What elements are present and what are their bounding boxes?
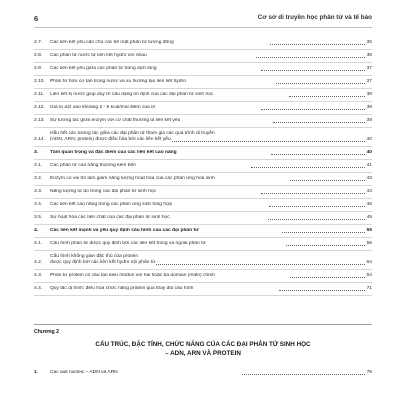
toc-entry-page: 64 [366,260,372,265]
dot-leader [242,374,365,375]
toc-entry-title-block [50,131,366,143]
toc-entry-number: 4.2. [34,260,43,265]
toc-entry-page: 56 [366,241,373,246]
toc-entry-page: 71 [366,286,373,291]
entry-divider [34,250,372,251]
toc-entry-number: 3. [34,150,39,155]
toc-entry-number: 2.7. [34,40,43,45]
toc-entry-page: 46 [366,202,372,207]
header-divider [34,27,372,28]
toc-entry-page: 40 [366,137,372,142]
toc-entry-number: 2.10. [34,79,45,84]
entry-divider [34,114,372,115]
dot-leader [290,180,364,181]
toc-entry[interactable] [34,105,372,111]
toc-entry-number: 4.1. [34,241,43,246]
chapter-title [34,341,372,358]
toc-entry-title: Các phân tử nước tự liên kết hydro với nhau [50,53,147,58]
toc-entry[interactable] [34,53,372,59]
chapter-title-line-1: CẤU TRÚC, ĐẶC TÍNH, CHỨC NĂNG CỦA CÁC ĐẠI PHÂN TỬ SINH HỌC [95,341,311,348]
chapter-title-line-2: – ADN, ARN VÀ PROTEIN [165,349,241,357]
dot-leader [268,219,365,220]
chapter-label: Chương 2 [34,329,60,335]
toc-entry-title: Các liên kết cao năng trong các phản ứng sinh tổng hợp [50,202,173,207]
toc-entry-page: 35 [366,40,372,45]
toc-entry[interactable] [34,273,372,279]
toc-entry-title: Sự tương tác giữa enzym với cơ chất thường là liên kết yếu [50,118,181,123]
toc-entry-number: 2.11. [34,92,45,97]
entry-divider [34,127,372,128]
toc-entry-number: 4.4. [34,286,43,291]
toc-entry-title: Các axit nucleic – ADN và ARN [50,370,118,375]
toc-entry[interactable] [34,370,372,376]
toc-entry-title: Enzym có vai trò làm giảm năng lượng hoạt hóa của các phản ứng hóa sinh [50,176,215,181]
page-header [34,14,372,26]
entry-divider [34,211,372,212]
toc-entry[interactable] [34,254,372,266]
toc-entry-title-block [50,254,366,266]
dot-leader [156,264,364,265]
toc-entry[interactable] [34,92,372,98]
toc-entry-title: Các liên kết yếu giữa các phân tử trong dịch lỏng [50,66,157,71]
toc-entry-number: 3.3. [34,189,43,194]
entry-divider [34,282,372,283]
toc-entry-page: 39 [366,105,373,110]
dot-leader [276,83,365,84]
table-of-contents [34,40,372,299]
entry-divider [34,88,372,89]
dot-leader [271,154,364,155]
toc-entry[interactable] [34,163,372,169]
dot-leader [273,122,365,123]
entry-divider [34,62,372,63]
entry-divider [34,237,372,238]
toc-entry-page: 36 [366,53,373,58]
toc-entry-number: 2.8. [34,53,43,58]
toc-entry-page: 49 [366,215,373,220]
dot-leader [269,206,365,207]
entry-divider [34,198,372,199]
dot-leader [282,232,364,233]
toc-entry-number: 2.9. [34,66,43,71]
dot-leader [172,141,365,142]
toc-entry[interactable] [34,241,372,247]
toc-entry-title: Phân tử hữu cơ tan trong nước và xu hướng tạo liên kết hydro [50,79,186,84]
toc-entry[interactable] [34,228,372,234]
toc-entry-page: 40 [366,150,373,155]
toc-entry-number: 4. [34,228,39,233]
toc-entry-title: Liên kết kị nước giúp duy trì cấu dạng ổn định của các đại phân tử sinh học [50,92,214,97]
chapter-heading [34,324,372,358]
toc-entry[interactable] [34,202,372,208]
toc-entry-page: 64 [366,273,372,278]
dot-leader [261,109,365,110]
toc-entry-page: 43 [366,176,372,181]
toc-entry-page: 41 [366,163,372,168]
running-title: Cơ sở di truyền học phân tử và tế bào [257,14,372,21]
toc-entry-title: Các liên kết mạnh và yếu quy định cấu hình của các đại phân tử [50,228,199,233]
entry-divider [34,146,372,147]
toc-entry[interactable] [34,79,372,85]
toc-entry-title: Phân tử protein có cấu tạo kiểu môđun với hai hoặc ba domain (miền) chính [50,273,215,278]
toc-entry-number: 1. [34,370,39,375]
chapter-first-entry [34,370,372,376]
toc-entry[interactable] [34,215,372,221]
toc-entry-page: 38 [366,92,373,97]
toc-entry-number: 2.12. [34,105,45,110]
toc-entry-page: 76 [366,370,373,375]
toc-entry[interactable] [34,131,372,143]
toc-entry-title: Các liên kết yếu cần cho các bề mặt phân tử tương đồng [50,40,174,45]
dot-leader [290,277,364,278]
chapter-divider [34,324,372,325]
toc-entry[interactable] [34,286,372,292]
toc-entry[interactable] [34,176,372,182]
toc-entry-title: Tầm quan trọng và đặc điểm của các liên kết cao năng [50,150,177,155]
toc-entry-title: Cấu hình phân tử được quy định bởi các liên kết trong và ngoài phân tử [50,241,206,246]
toc-entry-number: 2.13. [34,118,45,123]
dot-leader [261,193,365,194]
toc-entry-number: 3.1. [34,163,43,168]
toc-entry-title: Giá trị ΔG vào khoảng 2 - 5 kcal/mol điểm của trí [50,105,156,110]
dot-leader [289,96,364,97]
entry-divider [34,75,372,76]
toc-entry-number: 3.4. [34,202,43,207]
toc-entry-number: 2.14. [34,137,45,142]
toc-entry-number: 3.5. [34,215,43,220]
dot-leader [251,167,365,168]
toc-entry-title-line-1: Hầu hết các tương tác giữa các đại phân tử tham gia các quá trình di truyền [50,131,215,136]
dot-leader [256,57,364,58]
dot-leader [261,70,364,71]
dot-leader [286,245,365,246]
toc-entry[interactable] [34,66,372,72]
toc-entry[interactable] [34,40,372,46]
entry-divider [34,49,372,50]
entry-divider [34,101,372,102]
toc-entry-page: 37 [366,66,372,71]
toc-entry-title: Các phân tử cao năng thường kém bền [50,163,136,168]
toc-entry-title-line-1: Cấu hình không gian đặc thù của protein [50,254,139,259]
dot-leader [270,44,365,45]
toc-entry[interactable] [34,150,372,156]
toc-entry-page: 44 [366,189,372,194]
toc-entry-number: 3.2. [34,176,43,181]
entry-divider [34,269,372,270]
toc-entry-page: 39 [366,118,372,123]
toc-entry-number: 4.3. [34,273,43,278]
entry-divider [34,172,372,173]
toc-entry-page: 37 [366,79,372,84]
entry-divider [34,295,372,296]
page-number: 6 [34,14,39,23]
entry-divider [34,185,372,186]
toc-entry-title-line-2: (ADN, ARN, protein) được điều hòa bởi các liên kết yếu [50,137,171,142]
dot-leader [279,290,364,291]
entry-divider [34,159,372,160]
toc-entry-title: Năng lượng tự do trong các đại phân tử sinh học [50,189,157,194]
toc-entry[interactable] [34,189,372,195]
entry-divider [34,224,372,225]
toc-entry-page: 55 [366,228,372,233]
toc-entry[interactable] [34,118,372,124]
toc-entry-title: Quy tắc dị hình: điều hòa chức năng protein qua thay đổi cấu hình [50,286,194,291]
toc-entry-title: Sự hoạt hóa các tiền chất của các đại phân tử sinh học [50,215,170,220]
toc-entry-title-line-2: được quy định bởi các liên kết hydro nội phân tử [50,260,156,265]
